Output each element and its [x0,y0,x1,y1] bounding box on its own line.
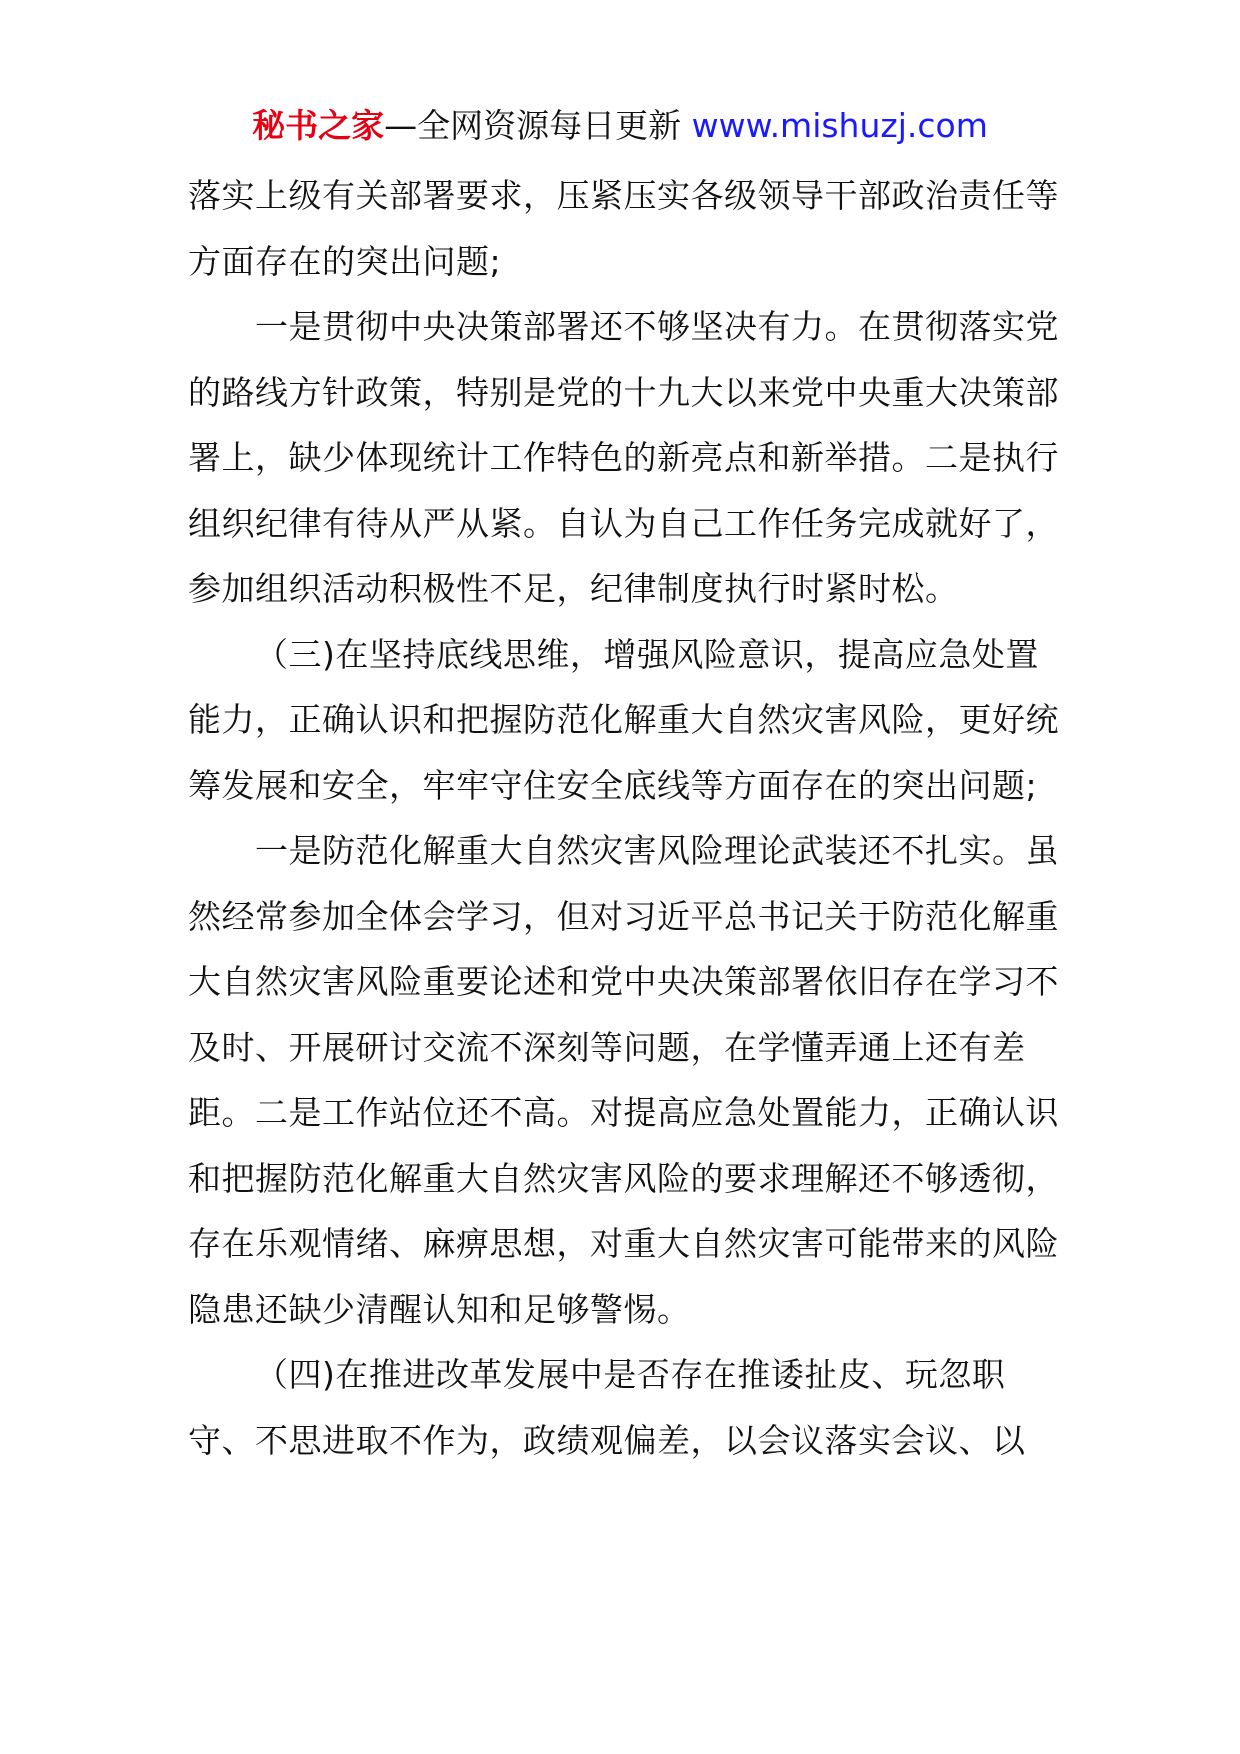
paragraph-disaster-risk: 一是防范化解重大自然灾害风险理论武装还不扎实。虽然经常参加全体会学习，但对习近平总书记关于防范化解重大自然灾害风险重要论述和党中央决策部署依旧存在学习不及时、开展研讨交流不深刻等问题，在学懂弄通上还有差距。二是工作站位还不高。对提高应急处置能力，正确认识和把握防范化解重大自然灾害风险的要求理解还不够透彻，存在乐观情绪、麻痹思想，对重大自然灾害可能带来的风险隐患还缺少清醒认知和足够警惕。 [188,831,1059,1329]
paragraph-continuation: 落实上级有关部署要求，压紧压实各级领导干部政治责任等方面存在的突出问题; [188,176,1059,281]
site-header [0,104,1240,148]
header-slogan: —全网资源每日更新 [384,106,692,145]
brand-name: 秘书之家 [252,106,385,145]
site-url[interactable]: www.mishuzj.com [691,106,988,145]
section-heading-four: （四)在推进改革发展中是否存在推诿扯皮、玩忽职守、不思进取不作为，政绩观偏差，以会议落实会议、以 [188,1355,1026,1460]
document-body [188,163,1068,1473]
paragraph-central-policy: 一是贯彻中央决策部署还不够坚决有力。在贯彻落实党的路线方针政策，特别是党的十九大以来党中央重大决策部署上，缺少体现统计工作特色的新亮点和新举措。二是执行组织纪律有待从严从紧。自认为自己工作任务完成就好了，参加组织活动积极性不足，纪律制度执行时紧时松。 [188,307,1059,608]
section-heading-three: （三)在坚持底线思维，增强风险意识，提高应急处置能力，正确认识和把握防范化解重大自然灾害风险，更好统筹发展和安全，牢牢守住安全底线等方面存在的突出问题; [188,634,1059,805]
